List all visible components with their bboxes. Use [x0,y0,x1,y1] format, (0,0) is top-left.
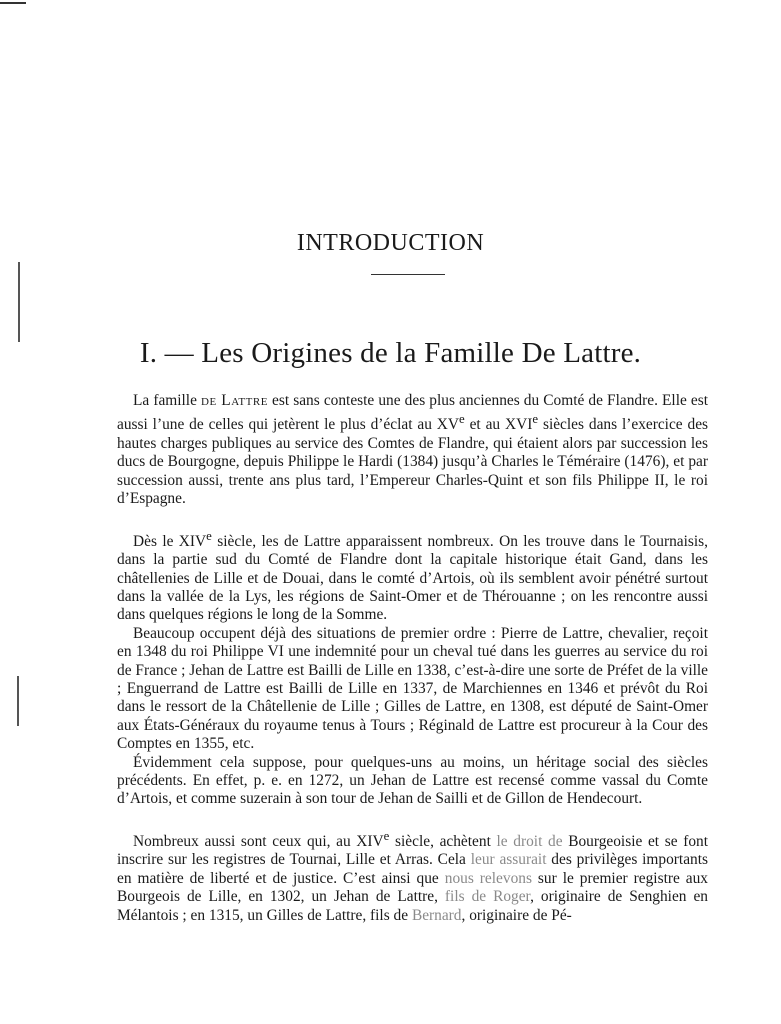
binding-mark-upper [18,262,20,342]
paragraph-1: La famille de Lattre est sans conteste une des plus anciennes du Comté de Flandre. Elle est aussi l’une de celles qui jetèrent le plus d’éclat au XVe et au XVIe siècles dans l’exercice des hautes charges publiques au service des Comtes de Flandre, qui étaient alors par succession les ducs de Bourgogne, depuis Philippe le Hardi (1384) jusqu’à Charles le Téméraire (1476), et par succession aussi, trente ans plus tard, l’Empereur Charles-Quint et son fils Philippe II, le roi d’Espagne. [117,392,709,508]
body-text [117,392,708,925]
section-title: I. — Les Origines de la Famille De Lattre. [139,337,642,369]
binding-mark-lower [17,676,19,726]
page-edge-mark [0,2,26,4]
paragraph-3: Beaucoup occupent déjà des situations de premier ordre : Pierre de Lattre, chevalier, reçoit en 1348 du roi Philippe VI une indemnité pour un cheval tué dans les guerres au service du roi de France ; Jehan de Lattre est Bailli de Lille en 1338, c’est-à-dire une sorte de Préfet de la ville ; Enguerrand de Lattre est Bailli de Lille en 1337, de Marchiennes en 1346 et prévôt du Roi dans le ressort de la Châtellenie de Lille ; Gilles de Lattre, en 1308, est député de Saint-Omer aux États-Généraux du royaume tenus à Tours ; Réginald de Lattre est procureur à la Cour des Comptes en 1355, etc. [117,624,708,753]
title-rule [371,274,445,275]
paragraph-5: Nombreux aussi sont ceux qui, au XIVe siècle, achètent le droit de Bourgeoisie et se font inscrire sur les registres de Tournai, Lille et Arras. Cela leur assurait des privilèges importants en matière de liberté et de justice. C’est ainsi que nous relevons sur le premier registre aux Bourgeois de Lille, en 1302, un Jehan de Lattre, fils de Roger, originaire de Senghien en Mélantois ; en 1315, un Gilles de Lattre, fils de Bernard, originaire de Pé- [117,828,709,924]
page-title: INTRODUCTION [296,230,485,256]
family-name-smallcaps: de Lattre [201,392,268,409]
paragraph-4: Évidemment cela suppose, pour quelques-uns au moins, un héritage social des siècles précédents. En effet, p. e. en 1272, un Jehan de Lattre est recensé comme vassal du Comte d’Artois, et comme suzerain à son tour de Jehan de Sailli et de Gillon de Hendecourt. [117,753,708,808]
paragraph-2: Dès le XIVe siècle, les de Lattre apparaissent nombreux. On les trouve dans le Tournaisis, dans la partie sud du Comté de Flandre dont la capitale historique était Gand, dans les châtellenies de Lille et de Douai, dans le comté d’Artois, où ils semblent avoir pénétré surtout dans la vallée de la Lys, les régions de Saint-Omer et de Thérouanne ; on les rencontre aussi dans quelques régions le long de la Somme. [117,528,709,624]
